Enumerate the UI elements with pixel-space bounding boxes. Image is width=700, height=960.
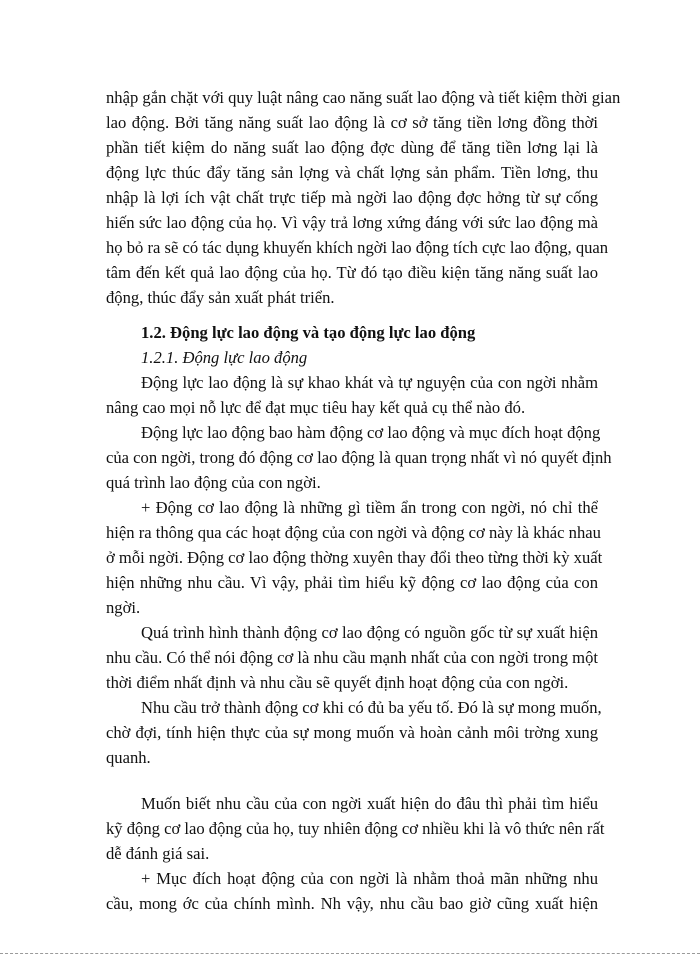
text-line: hiện những nhu cầu. Vì vậy, phải tìm hiểu kỹ động cơ lao động của con (106, 573, 598, 592)
text-line: nâng cao mọi nỗ lực để đạt mục tiêu hay kết quả cụ thể nào đó. (106, 398, 526, 417)
text-line: Động lực lao động bao hàm động cơ lao động và mục đích hoạt động (141, 423, 601, 442)
text-line: kỹ động cơ lao động của họ, tuy nhiên động cơ nhiều khi là vô thức nên rất (106, 819, 605, 838)
text-line: Quá trình hình thành động cơ lao động có nguồn gốc từ sự xuất hiện (141, 623, 598, 642)
text-line: Muốn biết nhu cầu của con ngời xuất hiện do đâu thì phải tìm hiểu (141, 794, 598, 813)
page-bottom-divider (0, 953, 700, 954)
text-line: quanh. (106, 748, 151, 767)
text-line: nhập là lợi ích vật chất trực tiếp mà ngời lao động đợc hởng từ sự cống (106, 188, 598, 207)
text-line: chờ đợi, tính hiện thực của sự mong muốn và hoàn cảnh môi trờng xung (106, 723, 598, 742)
text-line: Nhu cầu trở thành động cơ khi có đủ ba yếu tố. Đó là sự mong muốn, (141, 698, 602, 717)
text-line: ở mỗi ngời. Động cơ lao động thờng xuyên thay đổi theo từng thời kỳ xuất (106, 548, 603, 567)
text-line: + Mục đích hoạt động của con ngời là nhằm thoả mãn những nhu (141, 869, 598, 888)
text-line: thời điểm nhất định và nhu cầu sẽ quyết định hoạt động của con ngời. (106, 673, 569, 692)
text-line: phần tiết kiệm do năng suất lao động đợc dùng để tăng tiền lơng lại là (106, 138, 598, 157)
section-heading: 1.2. Động lực lao động và tạo động lực lao động (141, 323, 476, 342)
text-line: tâm đến kết quả lao động của họ. Từ đó tạo điều kiện tăng năng suất lao (106, 263, 598, 282)
text-line: nhu cầu. Có thể nói động cơ là nhu cầu mạnh nhất của con ngời trong một (106, 648, 598, 667)
text-line: động, thúc đẩy sản xuất phát triển. (106, 288, 335, 307)
text-line: họ bỏ ra sẽ có tác dụng khuyến khích ngời lao động tích cực lao động, quan (106, 238, 609, 257)
subsection-heading: 1.2.1. Động lực lao động (141, 348, 308, 367)
text-line: ngời. (106, 598, 141, 617)
text-line: dễ đánh giá sai. (106, 844, 210, 863)
text-line: lao động. Bởi tăng năng suất lao động là cơ sở tăng tiền lơng đồng thời (106, 113, 598, 132)
text-line: động lực thúc đẩy tăng sản lợng và chất lợng sản phẩm. Tiền lơng, thu (106, 163, 598, 182)
text-line: hiện ra thông qua các hoạt động của con ngời và động cơ này là khác nhau (106, 523, 601, 542)
text-line: + Động cơ lao động là những gì tiềm ẩn trong con ngời, nó chỉ thể (141, 498, 598, 517)
text-line: quá trình lao động của con ngời. (106, 473, 321, 492)
text-line: Động lực lao động là sự khao khát và tự nguyện của con ngời nhằm (141, 373, 598, 392)
text-line: của con ngời, trong đó động cơ lao động là quan trọng nhất vì nó quyết định (106, 448, 612, 467)
text-line: cầu, mong ớc của chính mình. Nh vậy, nhu cầu bao giờ cũng xuất hiện (106, 894, 598, 913)
text-line: hiến sức lao động của họ. Vì vậy trả lơng xứng đáng với sức lao động mà (106, 213, 598, 232)
text-line: nhập gắn chặt với quy luật nâng cao năng suất lao động và tiết kiệm thời gian (106, 88, 621, 107)
